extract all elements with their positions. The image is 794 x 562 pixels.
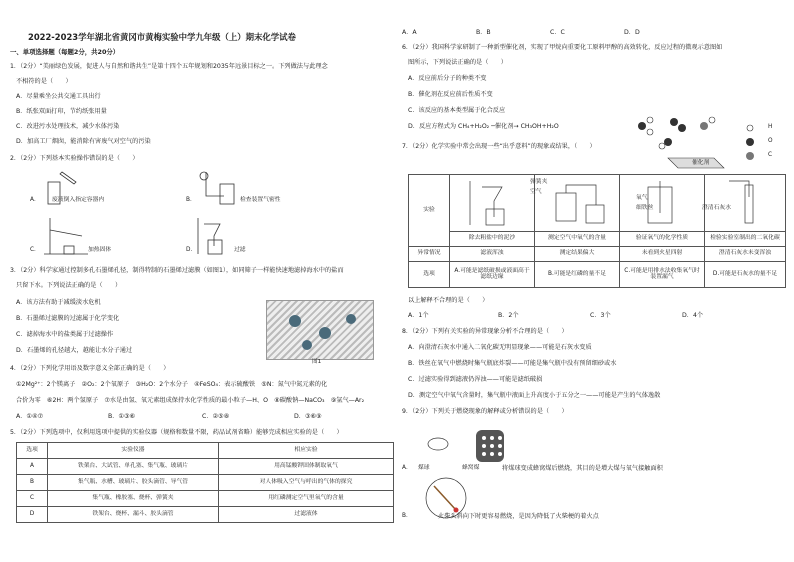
q7-option-d: D．4个 — [682, 312, 704, 319]
honeycomb-coal-label: 蜂窝煤 — [462, 465, 480, 471]
coal-figure — [426, 428, 506, 464]
q1-option-d: D．加高工厂烟囱，能消除有害废气对空气的污染 — [16, 138, 151, 145]
q5-cell: 集气瓶、水槽、玻璃片、胶头滴管、导气管 — [48, 475, 219, 491]
q5-header-experiment: 相应实验 — [219, 443, 394, 459]
q1-option-c: C．改进污水处理技术，减少水体污染 — [16, 123, 120, 130]
q5-cell: D — [17, 507, 48, 523]
q2-text-d: 过滤 — [234, 247, 246, 253]
q5-cell: 用高锰酸钾固体制取氧气 — [219, 459, 394, 475]
fig-label-iron-wire: 细铁丝 — [636, 205, 654, 211]
q7-cell: 实验 — [409, 175, 450, 247]
q5-header-option: 选项 — [17, 443, 48, 459]
q9-option-a-text: 将煤球变成蜂窝煤后燃烧，其目的是增大煤与氧气接触面积 — [502, 465, 663, 472]
q5-option-b: B．B — [476, 29, 491, 36]
q7-after: 以上解释不合理的是（ ） — [408, 297, 489, 304]
q9-b-label: B． — [402, 513, 412, 519]
q7-fig-a — [450, 175, 535, 232]
q4-option-d: D．③⑥⑨ — [294, 413, 322, 420]
q2-text-a: 废液倒入指定容器内 — [52, 197, 105, 203]
q3-stem: 3．（2分）科学家通过控制多孔石墨烯孔径，制得特制的石墨烯过滤膜（如图1），如同筛子一样能快速地滤掉海水中的盐而 — [10, 267, 344, 274]
q4-line-1: ①2Mg²⁺：2个镁离子 ②O₂：2个氧原子 ③H₂O：2个水分子 ④FeSO₄：表示硫酸铁 ⑤N：氮气中氮元素的化 — [16, 381, 328, 388]
q5-table — [16, 442, 394, 523]
q2-label-a: A． — [30, 197, 40, 203]
q7-cell: 测定结果偏大 — [535, 247, 620, 262]
fig-label-air: 空气 — [530, 189, 542, 195]
q3-option-c: C．滤掉海水中的盐类属于过滤操作 — [16, 331, 114, 338]
q1-stem: 1．（2分）“美丽绿色发展，促进人与自然和谐共生”是第十四个五年规划和2035年远景目标之一。下列做法与此理念 — [10, 63, 328, 70]
q4-option-a: A．①④⑦ — [16, 413, 44, 420]
q6-option-c: C．该反应的基本类型属于化合反应 — [408, 107, 506, 114]
q5-header-apparatus: 实验仪器 — [48, 443, 219, 459]
q5-cell: C — [17, 491, 48, 507]
q7-table — [408, 174, 786, 288]
q7-option-b: B．2个 — [498, 312, 519, 319]
coal-ball-label: 煤球 — [418, 465, 430, 471]
q7-cell: 滤液浑浊 — [450, 247, 535, 262]
q5-option-a: A．A — [402, 29, 417, 36]
q7-cell: 测定空气中氧气的含量 — [535, 232, 620, 247]
q7-cell: 澄清石灰水未变浑浊 — [705, 247, 786, 262]
q4-line-2: 合价为零 ⑥2H：两个氢原子 ⑦水是由氢、氧元素组成保持水化学性质的最小粒子—H、O ⑧碳酸钠—NaCO₃ ⑨氩气—Ar₂ — [16, 397, 365, 404]
section-heading: 一、单项选择题（每题2分，共20分） — [10, 48, 120, 56]
legend-h: H — [768, 124, 773, 130]
q2-text-b: 检查装置气密性 — [240, 197, 281, 203]
q5-cell: 对人体吸入空气与呼出的气体的探究 — [219, 475, 394, 491]
q7-fig-c — [620, 175, 705, 232]
q2-label-d: D． — [186, 247, 197, 253]
q7-cell: 验证氧气的化学性质 — [620, 232, 705, 247]
q5-stem: 5．（2分）下列选项中，仅利用选项中提供的实验仪器（规格和数量不限，药品试剂省略）能够完成相应实验的是（ ） — [10, 429, 343, 436]
q8-stem: 8．（2分）下列有关实验的异常现象分析不合理的是（ ） — [402, 328, 568, 335]
q4-option-b: B．①③⑥ — [108, 413, 136, 420]
q4-stem: 4．（2分）下列化学用语及数字意义全部正确的是（ ） — [10, 365, 170, 372]
q2-stem: 2．（2分）下列基本实验操作错误的是（ ） — [10, 155, 139, 162]
q5-cell: 铁架台、烧杯、漏斗、胶头滴管 — [48, 507, 219, 523]
q5-cell: A — [17, 459, 48, 475]
q5-cell: 用红磷测定空气里氧气的含量 — [219, 491, 394, 507]
q6-option-d: D．反应方程式为 CH₄+H₂O₂ ─催化剂→ CH₃OH+H₂O — [408, 123, 559, 130]
q3-stem-cont: 只留下水。下列说法正确的是（ ） — [16, 282, 122, 289]
q7-cell: B.可能是红磷的量不足 — [535, 262, 620, 288]
q7-stem: 7．（2分）化学实验中常会出现一些“出乎意料”的现象或结果，（ ） — [402, 143, 596, 150]
q8-option-d: D．测定空气中氧气含量时，集气瓶中液面上升高度小于五分之一——可能是产生的气体逸散 — [408, 392, 661, 399]
q6-stem-cont: 图所示，下列说法正确的是（ ） — [408, 59, 507, 66]
q7-fig-d — [705, 175, 786, 232]
q1-option-a: A．尽量乘坐公共交通工具出行 — [16, 93, 101, 100]
q2-label-b: B． — [186, 197, 196, 203]
legend-o: O — [768, 138, 773, 144]
q3-option-a: A．该方法有助于减缓淡水危机 — [16, 299, 101, 306]
q5-cell: 铁架台、大试管、单孔塞、集气瓶、玻璃片 — [48, 459, 219, 475]
legend-c: C — [768, 152, 773, 158]
q6-option-a: A．反应前后分子的种类不变 — [408, 75, 487, 82]
q1-option-b: B．纸张双面打印，节约纸张用量 — [16, 108, 107, 115]
q2-fig-c-heating — [44, 216, 88, 256]
q9-a-label: A． — [402, 465, 412, 471]
fig-label-oxygen: 氧气 — [636, 195, 648, 201]
figure-1-caption: 图1 — [312, 359, 322, 365]
q4-option-c: C．②⑤⑧ — [202, 413, 230, 420]
page-title: 2022-2023学年湖北省黄冈市黄梅实验中学九年级（上）期末化学试卷 — [28, 32, 296, 42]
q7-cell: C.可能是用排水法收集氧气时装置漏气 — [620, 262, 705, 288]
q3-option-b: B．石墨烯过滤膜的过滤属于化学变化 — [16, 315, 120, 322]
fig-label-spring-clip: 弹簧夹 — [530, 179, 548, 185]
q5-option-c: C．C — [550, 29, 565, 36]
q6-option-b: B．催化剂在反应前后性质不变 — [408, 91, 493, 98]
q2-fig-d-filtering — [194, 216, 230, 256]
q1-stem-cont: 不相符的是（ ） — [16, 78, 72, 85]
q7-cell: 未看到火星四射 — [620, 247, 705, 262]
fig-label-limewater: 澄清石灰水 — [702, 205, 731, 211]
q3-option-d: D．石墨烯的孔径越大，越能让水分子通过 — [16, 347, 133, 354]
q2-text-c: 加热固体 — [88, 247, 112, 253]
q5-cell: 过滤液体 — [219, 507, 394, 523]
q7-option-a: A．1个 — [408, 312, 429, 319]
q9-stem: 9．（2分）下列关于燃烧现象的解释或分析错误的是（ ） — [402, 408, 568, 415]
q7-cell: 选项 — [409, 262, 450, 288]
q8-option-a: A．向澄清石灰水中通入二氧化碳无明显现象——可能是石灰水变质 — [408, 344, 592, 351]
q8-option-c: C．过滤实验得到滤液仍浑浊——可能是滤纸破损 — [408, 376, 543, 383]
catalyst-label: 催化剂 — [692, 160, 710, 166]
q7-cell: 除去粗盐中的泥沙 — [450, 232, 535, 247]
graphene-membrane-image — [266, 300, 374, 360]
q8-option-b: B．铁丝在氧气中燃烧时集气瓶底炸裂——可能是集气瓶中没有预留细砂或水 — [408, 360, 617, 367]
q5-cell: B — [17, 475, 48, 491]
q9-option-b-text: 火柴头斜向下时更容易燃烧，是因为降低了火柴梗的着火点 — [438, 513, 599, 520]
q5-cell: 集气瓶、橡胶塞、烧杯、弹簧夹 — [48, 491, 219, 507]
q7-cell: A.可能是滤纸破损或液面高于滤纸边缘 — [450, 262, 535, 288]
q7-cell: 检验实验室制出的二氧化碳 — [705, 232, 786, 247]
q2-label-c: C． — [30, 247, 40, 253]
q7-cell: 异常情况 — [409, 247, 450, 262]
q7-option-c: C．3个 — [590, 312, 611, 319]
q7-cell: D.可能是石灰水的量不足 — [705, 262, 786, 288]
q5-option-d: D．D — [624, 29, 640, 36]
q6-stem: 6．（2分）我国科学家研制了一种新型催化剂，实现了甲烷向重要化工原料甲醇的高效转化，反应过程的微观示意图如 — [402, 44, 723, 51]
q2-fig-b-airtight — [196, 168, 240, 208]
